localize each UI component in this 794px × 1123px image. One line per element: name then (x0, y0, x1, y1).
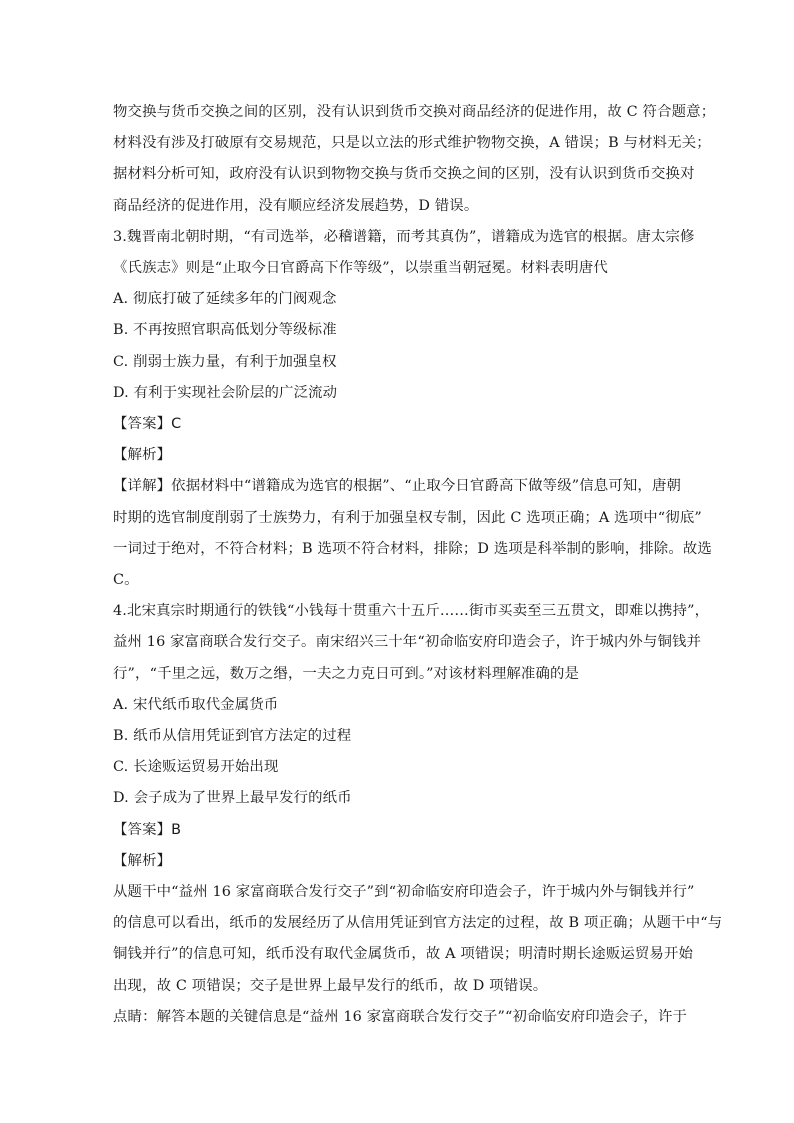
q3-stem-line-1: 3.魏晋南北朝时期，“有司选举，必稽谱籍，而考其真伪”，谱籍成为选官的根据。唐太宗修 (113, 228, 695, 245)
q3-analysis-line-4: C。 (113, 572, 139, 589)
q4-option-c: C. 长途贩运贸易开始出现 (113, 759, 279, 776)
continuation-line-2: 材料没有涉及打破原有交易规范，只是以立法的形式维护物物交换，A 错误；B 与材料无关； (113, 135, 711, 152)
q3-answer: 【答案】C (113, 416, 182, 433)
q4-stem-line-1: 4.北宋真宗时期通行的铁钱“小钱每十贯重六十五斤……街市买卖至三五贯文，即难以携持”， (113, 603, 710, 620)
document-page (113, 97, 723, 1033)
continuation-line-3: 据材料分析可知，政府没有认识到物物交换与货币交换之间的区别，没有认识到货币交换对 (113, 166, 695, 183)
continuation-line-4: 商品经济的促进作用，没有顺应经济发展趋势，D 错误。 (113, 197, 479, 214)
q4-analysis-label: 【解析】 (113, 852, 172, 869)
q3-analysis-label: 【解析】 (113, 447, 172, 464)
q3-analysis-line-2: 时期的选官制度削弱了士族势力，有利于加强皇权专制，因此 C 选项正确；A 选项中“彻底” (113, 509, 702, 526)
q4-stem-line-3: 行”，“千里之远，数万之缗，一夫之力克日可到。”对该材料理解准确的是 (113, 665, 580, 682)
q4-tip-line: 点睛：解答本题的关键信息是“益州 16 家富商联合发行交子”“初命临安府印造会子，许于 (113, 1008, 688, 1025)
q4-analysis-line-4: 出现，故 C 项错误；交子是世界上最早发行的纸币，故 D 项错误。 (113, 977, 548, 994)
q3-option-a: A. 彻底打破了延续多年的门阀观念 (113, 291, 337, 308)
continuation-line-1: 物交换与货币交换之间的区别，没有认识到货币交换对商品经济的促进作用，故 C 符合题意； (113, 104, 716, 120)
q4-answer: 【答案】B (113, 821, 182, 838)
q3-analysis-line-1: 【详解】依据材料中“谱籍成为选官的根据”、“止取今日官爵高下做等级”信息可知，唐朝 (113, 478, 682, 495)
q4-analysis-line-3: 铜钱并行”的信息可知，纸币没有取代金属货币，故 A 项错误；明清时期长途贩运贸易开始 (113, 946, 694, 963)
question-4 (113, 596, 723, 1033)
q3-option-d: D. 有利于实现社会阶层的广泛流动 (113, 384, 338, 401)
q4-option-d: D. 会子成为了世界上最早发行的纸币 (113, 790, 352, 807)
q4-analysis-line-2: 的信息可以看出，纸币的发展经历了从信用凭证到官方法定的过程，故 B 项正确；从题干中“与 (113, 915, 723, 932)
q3-option-b: B. 不再按照官职高低划分等级标准 (113, 322, 337, 339)
q4-analysis-line-1: 从题干中“益州 16 家富商联合发行交子”到“初命临安府印造会子，许于城内外与铜钱并行” (113, 884, 695, 901)
q3-option-c: C. 削弱士族力量，有利于加强皇权 (113, 353, 337, 370)
question-3 (113, 222, 712, 596)
q4-stem-line-2: 益州 16 家富商联合发行交子。南宋绍兴三十年“初命临安府印造会子，许于城内外与铜钱并 (113, 634, 702, 651)
q3-analysis-line-3: 一词过于绝对，不符合材料；B 选项不符合材料，排除；D 选项是科举制的影响，排除。故选 (113, 540, 712, 557)
q4-option-a: A. 宋代纸币取代金属货币 (113, 696, 279, 713)
q4-option-b: B. 纸币从信用凭证到官方法定的过程 (113, 728, 352, 745)
q3-stem-line-2: 《氏族志》则是“止取今日官爵高下作等级”，以崇重当朝冠冕。材料表明唐代 (113, 260, 608, 277)
